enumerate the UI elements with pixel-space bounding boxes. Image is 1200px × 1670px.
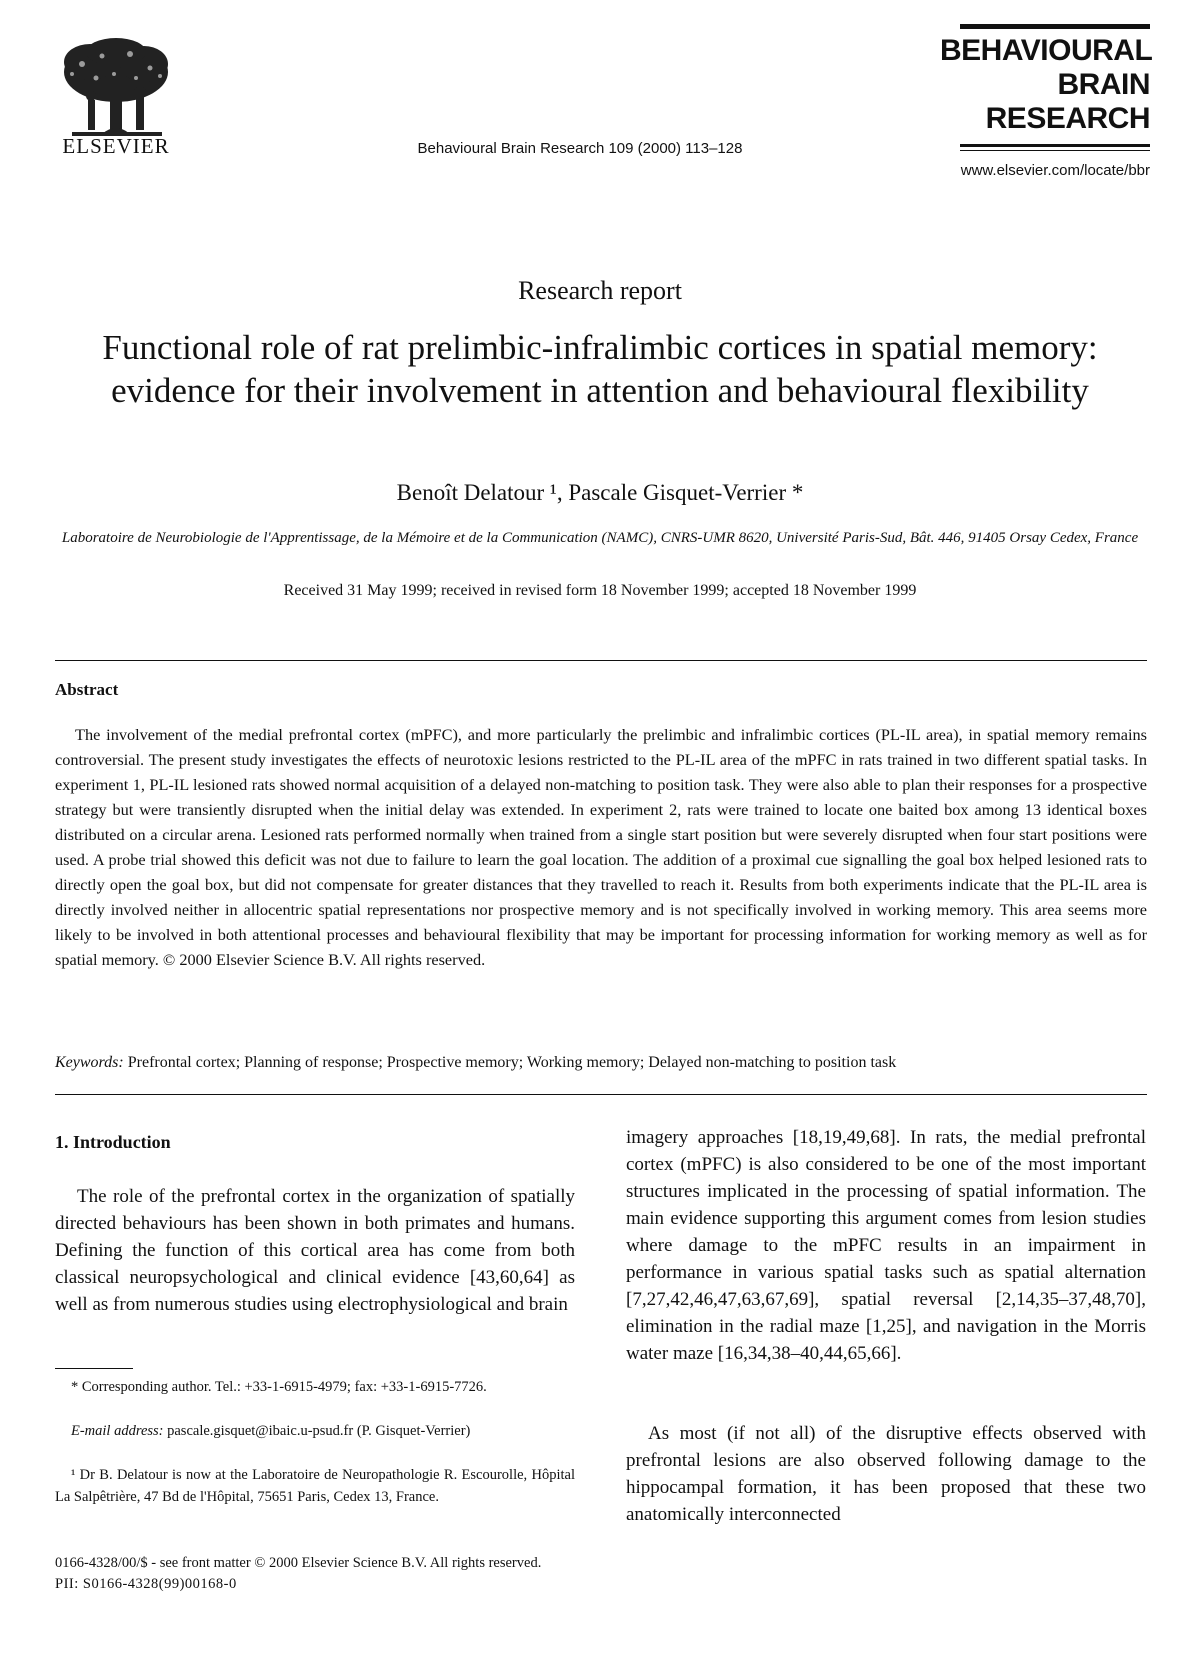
footnote-email-value[interactable]: pascale.gisquet@ibaic.u-psud.fr (P. Gisquet-Verrier) <box>167 1423 471 1439</box>
footnote-rule <box>55 1368 133 1369</box>
keywords-label: Keywords: <box>55 1054 124 1071</box>
keywords-list: Prefrontal cortex; Planning of response; Prospective memory; Working memory; Delayed non-matching to position task <box>127 1054 897 1071</box>
journal-name-line3: RESEARCH <box>985 102 1150 135</box>
article-dates: Received 31 May 1999; received in revised form 18 November 1999; accepted 18 November 1999 <box>283 582 917 599</box>
journal-name-line1: BEHAVIOURAL <box>940 34 1153 67</box>
footnote-email-label: E-mail address: <box>71 1423 164 1439</box>
article-title: Functional role of rat prelimbic-infralimbic cortices in spatial memory: evidence for their involvement in attention and behavioural flexibility <box>102 328 1098 410</box>
journal-name-line2: BRAIN <box>1057 68 1150 101</box>
publisher-name: ELSEVIER <box>62 134 170 158</box>
abstract-heading: Abstract <box>55 680 119 699</box>
journal-citation: Behavioural Brain Research 109 (2000) 113–128 <box>417 140 743 157</box>
intro-paragraph-left: The role of the prefrontal cortex in the organization of spatially directed behaviours has been shown in both primates and humans. Defining the function of this cortical area has come from both classical neuropsychological and clinical evidence [43,60,64] as well as from numerous studies using electrophysiological and brain <box>55 1186 575 1315</box>
intro-paragraph-right-1: imagery approaches [18,19,49,68]. In rats, the medial prefrontal cortex (mPFC) is also considered to be one of the most important structures implicated in the processing of spatial information. The main evidence supporting this argument comes from lesion studies where damage to the mPFC results in an impairment in performance in various spatial tasks such as spatial alternation [7,27,42,46,47,63,67,69], spatial reversal [2,14,35–37,48,70], elimination in the radial maze [1,25], and navigation in the Morris water maze [16,34,38–40,44,65,66]. <box>626 1127 1146 1364</box>
intro-paragraph-right-2: As most (if not all) of the disruptive effects observed with prefrontal lesions are also observed following damage to the hippocampal formation, it has been proposed that these two anatomically interconnected <box>626 1423 1146 1525</box>
footnote-corresponding-author: * Corresponding author. Tel.: +33-1-6915-4979; fax: +33-1-6915-7726. <box>71 1379 487 1395</box>
author-list: Benoît Delatour ¹, Pascale Gisquet-Verrier * <box>396 480 804 505</box>
abstract-rule-top <box>55 660 1147 661</box>
footnote-email <box>55 1420 575 1442</box>
abstract-body: The involvement of the medial prefrontal cortex (mPFC), and more particularly the prelimbic and infralimbic cortices (PL-IL area), in spatial memory remains controversial. The present study investigates the effects of neurotoxic lesions restricted to the PL-IL area of the mPFC in rats trained in two different spatial tasks. In experiment 1, PL-IL lesioned rats showed normal acquisition of a delayed non-matching to position task. They were also able to plan their responses for a prospective strategy but were transiently disrupted when the initial delay was extended. In experiment 2, rats were trained to locate one baited box among 13 identical boxes distributed on a circular arena. Lesioned rats performed normally when trained from a single start position but were severely disrupted when four start positions were used. A probe trial showed this deficit was not due to failure to learn the goal location. The addition of a proximal cue signalling the goal box helped lesioned rats to directly open the goal box, but did not compensate for greater distances that they travelled to reach it. Results from both experiments indicate that the PL-IL area is directly involved neither in allocentric spatial representations nor prospective memory and is not specifically involved in working memory. This area seems more likely to be involved in both attentional processes and behavioural flexibility that may be important for processing information for working memory as well as for spatial memory. © 2000 Elsevier Science B.V. All rights reserved. <box>55 725 1147 969</box>
article-type: Research report <box>518 276 682 305</box>
author-affiliation: Laboratoire de Neurobiologie de l'Apprentissage, de la Mémoire et de la Communication (NAMC), CNRS-UMR 8620, Université Paris-Sud, Bât. 446, 91405 Orsay Cedex, France <box>61 530 1139 546</box>
front-matter-line: 0166-4328/00/$ - see front matter © 2000 Elsevier Science B.V. All rights reserved. <box>55 1555 542 1571</box>
keywords-line <box>55 1054 1147 1072</box>
journal-rule-bottom-thin <box>960 150 1150 151</box>
journal-rule-top <box>960 24 1150 29</box>
journal-url-link[interactable]: www.elsevier.com/locate/bbr <box>960 162 1150 179</box>
pii-line: PII: S0166-4328(99)00168-0 <box>55 1576 237 1592</box>
journal-rule-bottom <box>960 144 1150 147</box>
footnote-author-address: ¹ Dr B. Delatour is now at the Laboratoire de Neuropathologie R. Escourolle, Hôpital La Salpêtrière, 47 Bd de l'Hôpital, 75651 Paris, Cedex 13, France. <box>55 1467 575 1505</box>
section-heading-introduction: 1. Introduction <box>55 1132 171 1152</box>
abstract-rule-bottom <box>55 1094 1147 1095</box>
journal-masthead <box>940 34 1153 136</box>
